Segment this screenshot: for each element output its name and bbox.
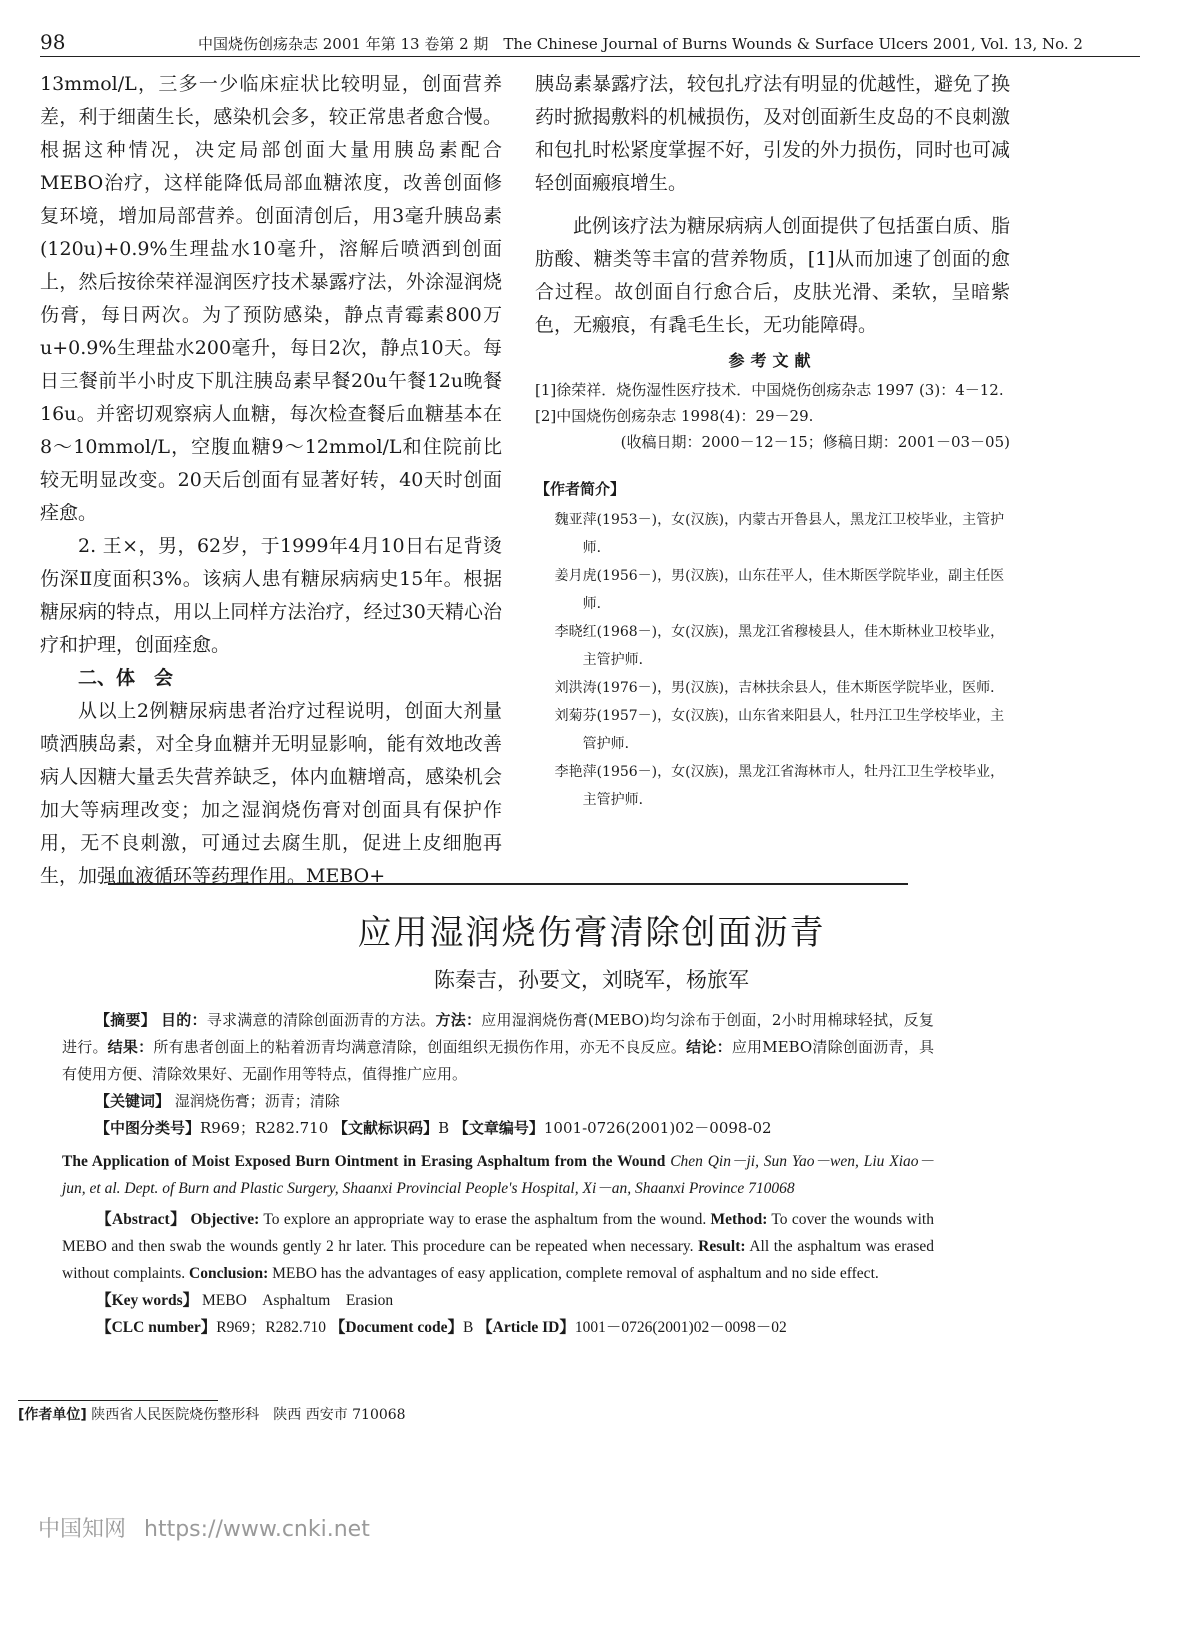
affiliation-text: 陕西省人民医院烧伤整形科 陕西 西安市 710068 xyxy=(91,1407,406,1423)
reference-item: [2]中国烧伤创疡杂志 1998(4)：29－29. xyxy=(535,407,814,425)
doc-code-label: 【文献标识码】 xyxy=(333,1119,439,1137)
clc-en-value: R969；R282.710 xyxy=(216,1319,327,1336)
received-dates: (收稿日期：2000－12－15；修稿日期：2001－03－05) xyxy=(620,433,1010,451)
header-rule xyxy=(40,56,1140,57)
article-id-en-label: 【Article ID】 xyxy=(477,1319,575,1336)
keywords-text: 湿润烧伤膏；沥青；清除 xyxy=(174,1092,340,1110)
paragraph: 此例该疗法为糖尿病病人创面提供了包括蛋白质、脂肪酸、糖类等丰富的营养物质，[1]从而加速了创面的愈合过程。故创面自行愈合后，皮肤光滑、柔软，呈暗紫色，无瘢痕，有毳毛生长，无功能障碍。 xyxy=(535,215,1011,336)
clc-en-label: 【CLC number】 xyxy=(96,1319,217,1336)
author-bio: 刘洪涛(1976－)，男(汉族)，吉林扶余县人，佳木斯医学院毕业，医师． xyxy=(554,680,1005,696)
author-bio: 姜月虎(1956－)，男(汉族)，山东茌平人，佳木斯医学院毕业，副主任医师． xyxy=(554,568,1005,612)
abstract-label: 【摘要】 xyxy=(95,1011,156,1029)
article-id-label: 【文章编号】 xyxy=(453,1119,544,1137)
english-authors: Chen Qin－ji, Sun Yao－wen, Liu Xiao－jun, et al. Dept. of Burn and Plastic Surgery, Shaanxi Provincial People's Hospital, Xi－an, Shaanxi Province 710068 xyxy=(62,1153,934,1197)
affiliation-label: [作者单位] xyxy=(18,1407,87,1423)
keywords-en-text: MEBO Asphaltum Erasion xyxy=(202,1292,394,1309)
method-label: 方法： xyxy=(435,1011,482,1029)
running-title: 中国烧伤创疡杂志 2001 年第 13 卷第 2 期 The Chinese Journal of Burns Wounds & Surface Ulcers 2001, Vol. 13, No. 2 xyxy=(198,35,1083,53)
author-bio-title: 【作者简介】 xyxy=(535,480,626,498)
result-label: 结果： xyxy=(107,1038,154,1056)
paragraph: 2. 王×，男，62岁，于1999年4月10日右足背烫伤深Ⅱ度面积3%。该病人患有糖尿病病史15年。根据糖尿病的特点，用以上同样方法治疗，经过30天精心治疗和护理，创面痊愈。 xyxy=(40,535,502,656)
method-text: 应用湿润烧伤膏(MEBO)均匀涂布于创面，2小时用棉球轻拭，反复进行。 xyxy=(62,1011,934,1056)
objective-label: 目的： xyxy=(161,1011,207,1029)
objective-en-text: To explore an appropriate way to erase the asphaltum from the wound. xyxy=(263,1211,707,1228)
paragraph: 13mmol/L，三多一少临床症状比较明显，创面营养差，利于细菌生长，感染机会多，较正常患者愈合慢。根据这种情况，决定局部创面大量用胰岛素配合MEBO治疗，这样能降低局部血糖浓度，改善创面修复环境，增加局部营养。创面清创后，用3毫升胰岛素(120u)+0.9%生理盐水10毫升，溶解后喷洒到创面上，然后按徐荣祥湿润医疗技术暴露疗法，外涂湿润烧伤膏，每日两次。为了预防感染，静点青霉素800万u+0.9%生理盐水200毫升，每日2次，静点10天。每日三餐前半小时皮下肌注胰岛素早餐20u午餐12u晚餐16u。并密切观察病人血糖，每次检查餐后血糖基本在8～10mmol/L，空腹血糖9～12mmol/L和住院前比较无明显改变。20天后创面有显著好转，40天时创面痊愈。 xyxy=(40,73,502,524)
objective-text: 寻求满意的清除创面沥青的方法。 xyxy=(206,1011,436,1029)
article-id-en-value: 1001－0726(2001)02－0098－02 xyxy=(574,1319,787,1336)
watermark-brand: 中国知网 xyxy=(38,1517,127,1542)
conclusion-en-text: MEBO has the advantages of easy application, complete removal of asphaltum and no side effect. xyxy=(272,1265,879,1282)
author-bio: 刘菊芬(1957－)，女(汉族)，山东省来阳县人，牡丹江卫生学校毕业，主管护师． xyxy=(554,708,1005,752)
section-heading: 二、体 会 xyxy=(78,667,174,689)
article-separator-rule xyxy=(108,883,908,885)
method-en-text: To cover the wounds with MEBO and then swab the wounds gently 2 hr later. This procedure can be repeated when necessary. xyxy=(62,1211,934,1255)
result-en-text: All the asphaltum was erased without complaints. xyxy=(62,1238,934,1282)
left-column xyxy=(40,68,502,893)
watermark-url: https://www.cnki.net xyxy=(144,1517,370,1542)
result-text: 所有患者创面上的粘着沥青均满意清除，创面组织无损伤作用，亦无不良反应。 xyxy=(153,1038,687,1056)
abstract-en-label: 【Abstract】 xyxy=(96,1211,187,1228)
reference-item: [1]徐荣祥．烧伤湿性医疗技术．中国烧伤创疡杂志 1997 (3)：4－12. xyxy=(535,381,1004,399)
article-id-value: 1001-0726(2001)02－0098-02 xyxy=(543,1119,772,1137)
conclusion-en-label: Conclusion: xyxy=(189,1265,269,1282)
author-bio: 魏亚萍(1953－)，女(汉族)，内蒙古开鲁县人，黑龙江卫校毕业，主管护师． xyxy=(554,512,1005,556)
affiliation-footnote xyxy=(18,1404,406,1424)
keywords-label: 【关键词】 xyxy=(95,1092,171,1110)
page-number: 98 xyxy=(40,30,66,54)
english-title: The Application of Moist Exposed Burn Ointment in Erasing Asphaltum from the Wound xyxy=(62,1153,666,1170)
cnki-watermark xyxy=(38,1512,370,1543)
objective-en-label: Objective: xyxy=(190,1211,260,1228)
result-en-label: Result: xyxy=(698,1238,746,1255)
clc-label: 【中图分类号】 xyxy=(95,1119,201,1137)
references-title: 参考文献 xyxy=(728,351,817,370)
keywords-en-label: 【Key words】 xyxy=(96,1292,199,1309)
article-authors: 陈秦吉，孙要文，刘晓军，杨旅军 xyxy=(434,968,749,992)
right-column xyxy=(535,68,1010,814)
author-bio: 李晓红(1968－)，女(汉族)，黑龙江省穆棱县人，佳木斯林业卫校毕业，主管护师． xyxy=(554,624,1005,668)
abstract-en xyxy=(62,1148,934,1341)
doc-code-en-label: 【Document code】 xyxy=(329,1319,463,1336)
clc-value: R969；R282.710 xyxy=(200,1119,329,1137)
doc-code-value: B xyxy=(438,1119,450,1137)
author-bio: 李艳萍(1956－)，女(汉族)，黑龙江省海林市人，牡丹江卫生学校毕业，主管护师． xyxy=(554,764,1005,808)
abstract-cn xyxy=(62,1007,934,1142)
paragraph: 从以上2例糖尿病患者治疗过程说明，创面大剂量喷洒胰岛素，对全身血糖并无明显影响，能有效地改善病人因糖大量丢失营养缺乏，体内血糖增高，感染机会加大等病理改变；加之湿润烧伤膏对创面具有保护作用，无不良刺激，可通过去腐生肌，促进上皮细胞再生，加强血液循环等药理作用。MEBO+ xyxy=(40,700,502,887)
conclusion-label: 结论： xyxy=(686,1038,732,1056)
footnote-rule xyxy=(18,1400,218,1401)
conclusion-text: 应用MEBO清除创面沥青，具有使用方便、清除效果好、无副作用等特点，值得推广应用。 xyxy=(62,1038,934,1083)
paragraph: 胰岛素暴露疗法，较包扎疗法有明显的优越性，避免了换药时掀揭敷料的机械损伤，及对创面新生皮岛的不良刺激和包扎时松紧度掌握不好，引发的外力损伤，同时也可减轻创面瘢痕增生。 xyxy=(535,73,1011,194)
doc-code-en-value: B xyxy=(462,1319,474,1336)
article-title: 应用湿润烧伤膏清除创面沥青 xyxy=(357,913,826,953)
method-en-label: Method: xyxy=(710,1211,768,1228)
